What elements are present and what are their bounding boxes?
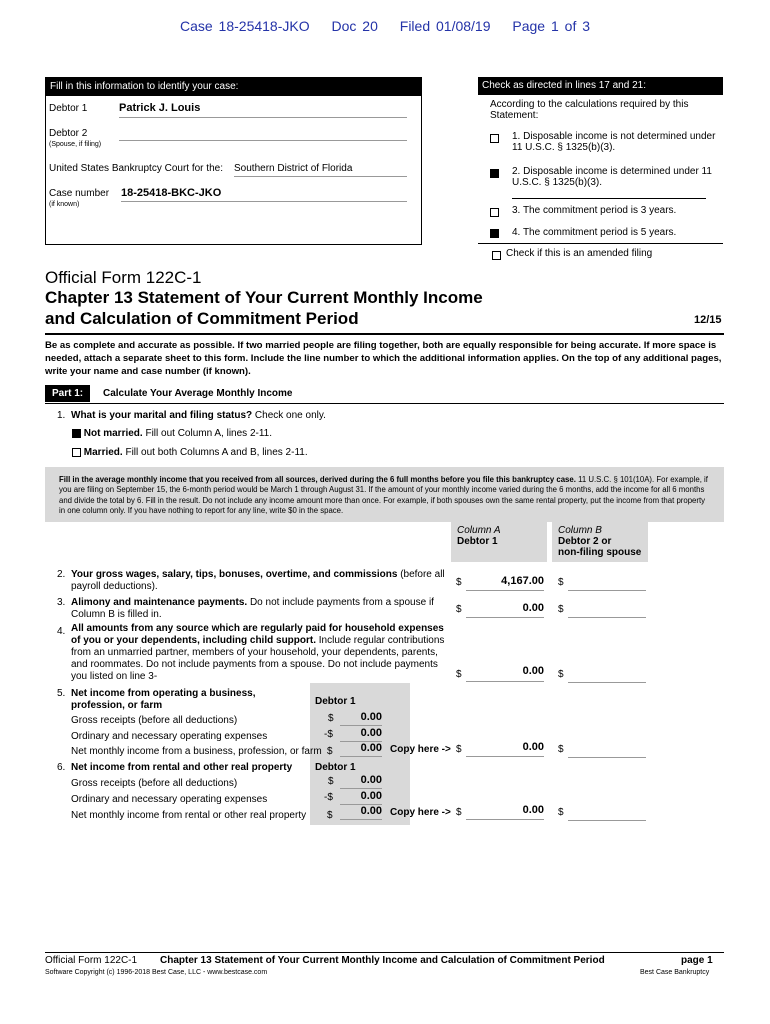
line4-dollar-b: $ [558,669,564,680]
footer-copyright: Software Copyright (c) 1996-2018 Best Case, LLC - www.bestcase.com [45,969,268,976]
line2-dollar-b: $ [558,577,564,588]
footer-form: Official Form 122C-1 [45,955,138,966]
line3-amount-a[interactable]: 0.00 [466,602,544,618]
line3-dollar-b: $ [558,604,564,615]
line6-debtor-label: Debtor 1 [315,762,356,773]
line6-net-dollar: $ [327,810,333,821]
case-number-label: Case number [49,188,110,199]
amended-label: Check if this is an amended filing [506,248,653,259]
filed-stamp: Filed 01/08/19 [399,18,491,34]
part1-header [45,385,724,404]
line6-gross-field[interactable]: 0.00 [340,774,382,789]
line4-dollar-a: $ [456,669,462,680]
intro-instructions: Be as complete and accurate as possible. If two married people are filing together, both are equally responsible for being accurate. If more space is needed, attach a separate sheet to this form. Include the line number to which the additional information applies. On the top of any additional pages, write your name and case number (if known). [45,340,722,377]
line5-gross-label: Gross receipts (before all deductions) [71,715,238,726]
line2-amount-b[interactable] [568,575,646,591]
instruction-box [45,467,724,522]
opt4-checkbox[interactable] [490,225,499,243]
line5-net-label: Net monthly income from a business, profession, or farm [71,746,322,757]
line5-gross-field[interactable]: 0.00 [340,711,382,726]
q1-opt2[interactable]: Married. Fill out both Columns A and B, lines 2-11. [72,447,308,458]
line6-expenses-dollar: -$ [324,792,333,803]
opt3-label: 3. The commitment period is 3 years. [512,205,677,216]
debtor2-label: Debtor 2 [49,128,88,139]
line4-amount-a[interactable]: 0.00 [466,665,544,682]
q1-text: What is your marital and filing status? Check one only. [71,410,326,421]
opt4-label: 4. The commitment period is 5 years. [512,227,677,238]
divider [478,243,723,244]
line4-amount-b[interactable] [568,667,646,683]
line6-title: Net income from rental and other real property [71,762,293,773]
footer-page: page 1 [681,955,713,966]
line5-dollar-a: $ [456,744,462,755]
line5-expenses-field[interactable]: 0.00 [340,727,382,742]
footer-rule [45,952,724,953]
line3-amount-b[interactable] [568,602,646,618]
check-bar: Check as directed in lines 17 and 21: [478,77,723,95]
check-intro: According to the calculations required by this Statement: [490,99,689,121]
line5-net-field[interactable]: 0.00 [340,742,382,757]
line5-title: Net income from operating a business, profession, or farm [71,688,256,711]
line5-net-dollar: $ [327,746,333,757]
line6-copy-label: Copy here -> [390,807,451,818]
part1-title: Calculate Your Average Monthly Income [103,388,293,399]
line6-expenses-label: Ordinary and necessary operating expenses [71,794,268,805]
line6-amount-b[interactable] [568,805,646,821]
line6-gross-label: Gross receipts (before all deductions) [71,778,238,789]
case-number-field[interactable]: 18-25418-BKC-JKO [121,187,407,202]
instruction-text: Fill in the average monthly income that you received from all sources, derived during the 6 full months before you file this bankruptcy case. 11 U.S.C. § 101(10A). For example, if you are filing on September 15, the 6-month period would be March 1 through August 31. If the amount of your monthly income varied during the 6 months, add the income for all 6 months and divide the total by 6. Fill in the result. Do not include any income amount more than once. For example, if both spouses own the same rental property, put the income from that property in one column only. If you have nothing to report for any line, write $0 in the space. [59,475,708,515]
debtor1-field[interactable]: Patrick J. Louis [119,102,407,118]
doc-stamp: Doc 20 [331,18,378,34]
identify-case-box [45,77,422,245]
form-number: Official Form 122C-1 [45,268,202,287]
line5-amount-a[interactable]: 0.00 [466,741,544,757]
form-title-line2: and Calculation of Commitment Period [45,309,359,328]
line5-gross-dollar: $ [328,713,334,724]
line5-amount-b[interactable] [568,742,646,758]
line4-text: All amounts from any source which are regularly paid for household expenses of you or your dependents, including child support. Include regular contributions from an unmarried partner, members of your household, your dependents, parents, and roommates. Do not include payments from a spouse. Do not include payments you listed on line 3- [71,623,445,682]
q1-number: 1. [57,410,66,421]
line6-gross-dollar: $ [328,776,334,787]
line5-expenses-dollar: -$ [324,729,333,740]
line5-dollar-b: $ [558,744,564,755]
columnA-header: Column A Debtor 1 [451,522,547,562]
q1-opt1[interactable]: Not married. Fill out Column A, lines 2-11. [72,428,272,439]
line5-copy-label: Copy here -> [390,744,451,755]
opt2-label: 2. Disposable income is determined under 11 U.S.C. § 1325(b)(3). [512,166,712,188]
footer-brand: Best Case Bankruptcy [640,969,710,976]
debtor2-field[interactable] [119,125,407,141]
form-date: 12/15 [694,314,722,326]
line2-text: Your gross wages, salary, tips, bonuses, overtime, and commissions (before all payroll deductions). [71,569,445,592]
court-header [0,18,770,34]
columnB-header: Column B Debtor 2 or non-filing spouse [552,522,648,562]
line3-number: 3. [57,597,66,608]
line6-number: 6. [57,762,66,773]
check-directed-panel [478,77,723,259]
line2-amount-a[interactable]: 4,167.00 [466,575,544,591]
title-rule [45,333,724,335]
line5-debtor-label: Debtor 1 [315,696,356,707]
line6-net-label: Net monthly income from rental or other real property [71,810,307,821]
opt2-checkbox[interactable] [490,165,499,183]
opt3-checkbox[interactable] [490,204,499,222]
page-stamp: Page 1 of 3 [512,18,591,34]
part1-tag: Part 1: [45,385,90,402]
line3-dollar-a: $ [456,604,462,615]
identify-bar: Fill in this information to identify your case: [46,78,421,96]
line6-expenses-field[interactable]: 0.00 [340,790,382,805]
case-number-sublabel: (if known) [49,201,80,208]
divider [512,198,706,199]
opt1-label: 1. Disposable income is not determined under 11 U.S.C. § 1325(b)(3). [512,131,716,153]
form-title-line1: Chapter 13 Statement of Your Current Monthly Income [45,288,483,307]
line4-number: 4. [57,626,66,637]
line5-expenses-label: Ordinary and necessary operating expenses [71,731,268,742]
line5-number: 5. [57,688,66,699]
line2-number: 2. [57,569,66,580]
line6-dollar-a: $ [456,807,462,818]
court-field[interactable]: Southern District of Florida [234,163,407,177]
line6-amount-a[interactable]: 0.00 [466,804,544,820]
court-label: United States Bankruptcy Court for the: [49,163,223,174]
case-number-stamp: Case 18-25418-JKO [179,18,310,34]
amended-checkbox[interactable] [492,247,501,265]
line3-text: Alimony and maintenance payments. Do not include payments from a spouse if Column B is filled in. [71,597,434,620]
debtor2-sublabel: (Spouse, if filing) [49,141,102,148]
line6-dollar-b: $ [558,807,564,818]
debtor1-label: Debtor 1 [49,103,88,114]
footer-title: Chapter 13 Statement of Your Current Monthly Income and Calculation of Commitment Period [160,955,605,966]
line6-net-field[interactable]: 0.00 [340,805,382,820]
line2-dollar-a: $ [456,577,462,588]
opt1-checkbox[interactable] [490,130,499,148]
